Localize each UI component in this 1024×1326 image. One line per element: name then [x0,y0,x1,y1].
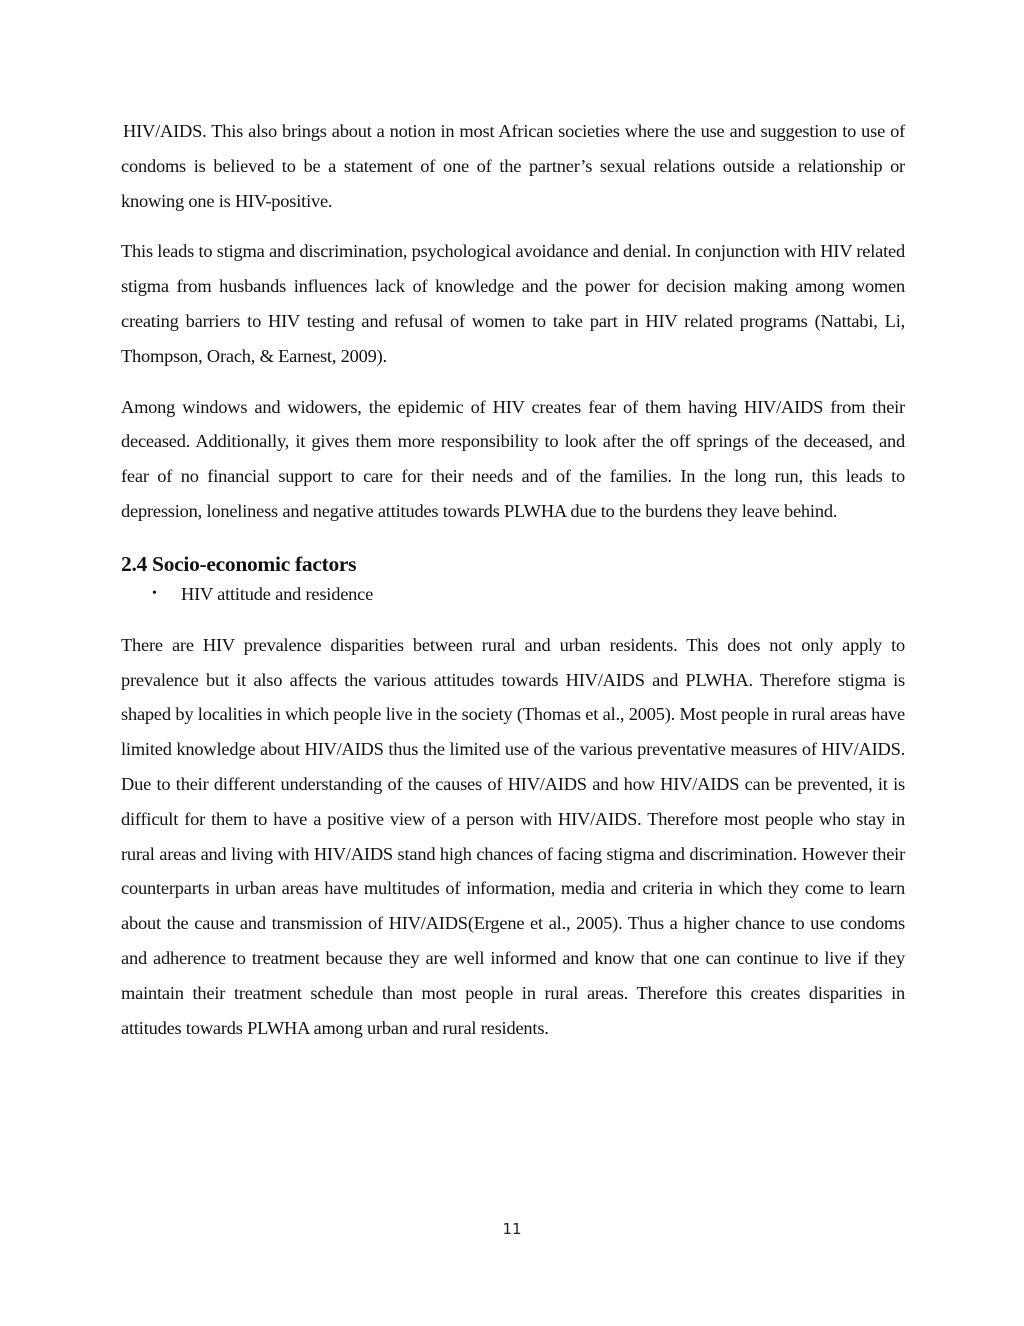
bullet-list [121,578,905,610]
paragraph-rural-urban-disparities: There are HIV prevalence disparities between rural and urban residents. This does not only apply to prevalence but it also affects the various attitudes towards HIV/AIDS and PLWHA. Therefore stigma is shaped by localities in which people live in the society (Thomas et al., 2005). Most people in rural areas have limited knowledge about HIV/AIDS thus the limited use of the various preventative measures of HIV/AIDS. Due to their different understanding of the causes of HIV/AIDS and how HIV/AIDS can be prevented, it is difficult for them to have a positive view of a person with HIV/AIDS. Therefore most people who stay in rural areas and living with HIV/AIDS stand high chances of facing stigma and discrimination. However their counterparts in urban areas have multitudes of information, media and criteria in which they come to learn about the cause and transmission of HIV/AIDS(Ergene et al., 2005). Thus a higher chance to use condoms and adherence to treatment because they are well informed and know that one can continue to live if they maintain their treatment schedule than most people in rural areas. Therefore this creates disparities in attitudes towards PLWHA among urban and rural residents. [121,634,905,1038]
paragraph-condom-notion: HIV/AIDS. This also brings about a notion in most African societies where the use and suggestion to use of condoms is believed to be a statement of one of the partner’s sexual relations outside a relationship or knowing one is HIV-positive. [121,121,905,211]
page-body [121,114,905,1061]
list-item [121,578,905,610]
paragraph-widows-widowers: Among windows and widowers, the epidemic of HIV creates fear of them having HIV/AIDS from their deceased. Additionally, it gives them more responsibility to look after the off springs of the deceased, and fear of no financial support to care for their needs and of the families. In the long run, this leads to depression, loneliness and negative attitudes towards PLWHA due to the burdens they leave behind. [121,396,905,521]
bullet-icon: • [152,585,157,601]
page-number: 11 [502,1220,522,1238]
paragraph-stigma-discrimination: This leads to stigma and discrimination, psychological avoidance and denial. In conjunction with HIV related stigma from husbands influences lack of knowledge and the power for decision making among women creating barriers to HIV testing and refusal of women to take part in HIV related programs (Nattabi, Li, Thompson, Orach, & Earnest, 2009). [121,241,905,366]
section-heading: 2.4 Socio-economic factors [121,551,357,576]
bullet-text: HIV attitude and residence [181,583,374,604]
